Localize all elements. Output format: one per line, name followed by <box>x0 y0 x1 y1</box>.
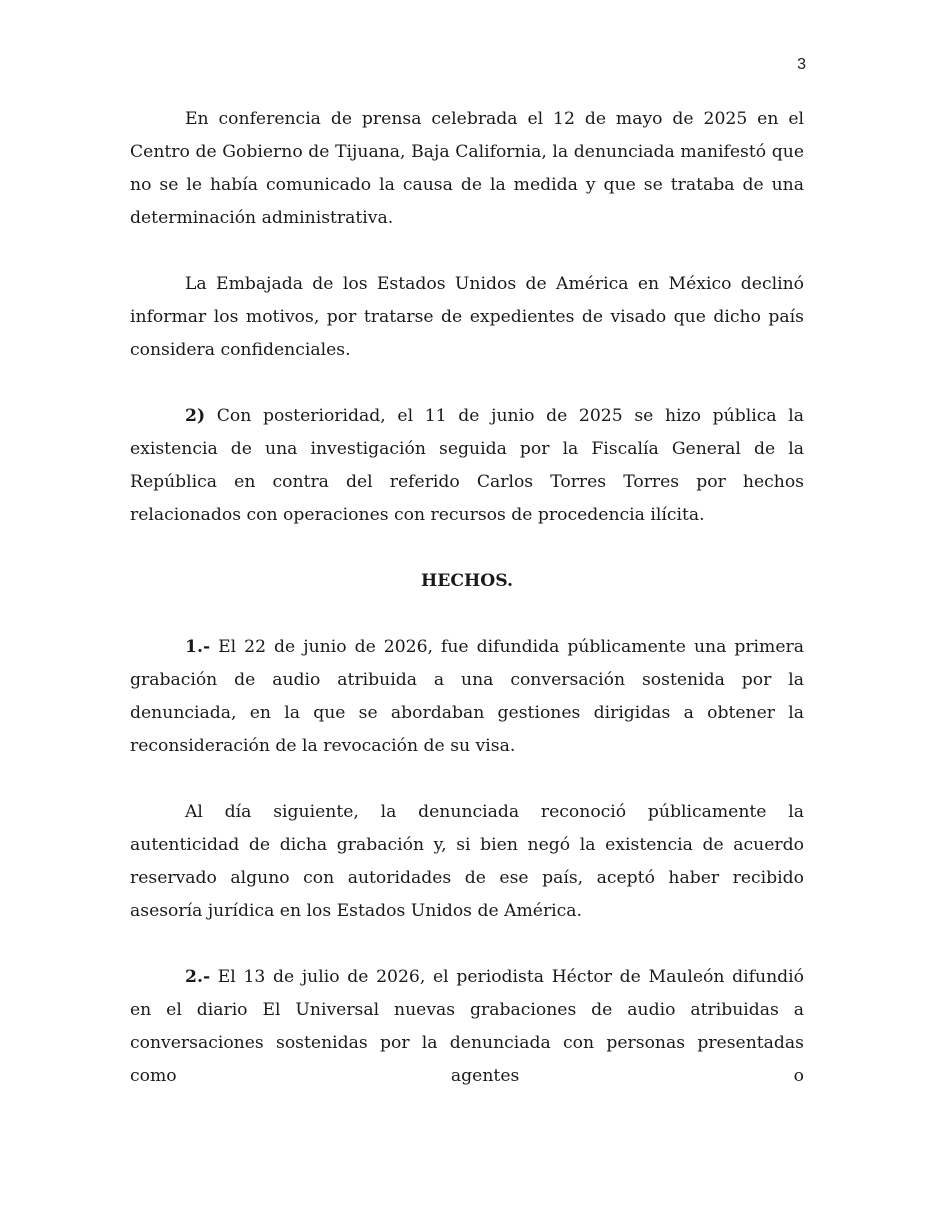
paragraph-text: Con posterioridad, el 11 de junio de 2025 se hizo pública la existencia de una investigación seguida por la Fiscalía General de la República en contra del referido Carlos Torres Torres por hechos relacionados con operaciones con recursos de procedencia ilícita. <box>130 406 804 525</box>
document-body <box>130 103 804 1126</box>
paragraph-text: En conferencia de prensa celebrada el 12 de mayo de 2025 en el Centro de Gobierno de Tijuana, Baja California, la denunciada manifestó que no se le había comunicado la causa de la medida y que se trataba de una determinación administrativa. <box>130 109 804 228</box>
fact-2 <box>130 961 804 1093</box>
fact-text: El 22 de junio de 2026, fue difundida públicamente una primera grabación de audio atribuida a una conversación sostenida por la denunciada, en la que se abordaban gestiones dirigidas a obtener la reconsideración de la revocación de su visa. <box>130 637 804 756</box>
section-heading: HECHOS. <box>420 571 513 591</box>
fact-1-continuation <box>130 796 804 928</box>
paragraph-press-conference <box>130 103 804 235</box>
fact-1 <box>130 631 804 763</box>
paragraph-number: 2) <box>185 406 206 426</box>
page-number: 3 <box>797 56 806 73</box>
paragraph-investigation <box>130 400 804 532</box>
fact-text: El 13 de julio de 2026, el periodista Héctor de Mauleón difundió en el diario El Universal nuevas grabaciones de audio atribuidas a conversaciones sostenidas por la denunciada con personas presentadas como agentes o <box>130 967 804 1086</box>
fact-text: Al día siguiente, la denunciada reconoció públicamente la autenticidad de dicha grabación y, si bien negó la existencia de acuerdo reservado alguno con autoridades de ese país, aceptó haber recibido asesoría jurídica en los Estados Unidos de América. <box>130 802 804 921</box>
fact-number: 2.- <box>185 967 211 987</box>
paragraph-text: La Embajada de los Estados Unidos de América en México declinó informar los motivos, por tratarse de expedientes de visado que dicho país considera confidenciales. <box>130 274 804 360</box>
fact-number: 1.- <box>185 637 211 657</box>
paragraph-embassy <box>130 268 804 367</box>
